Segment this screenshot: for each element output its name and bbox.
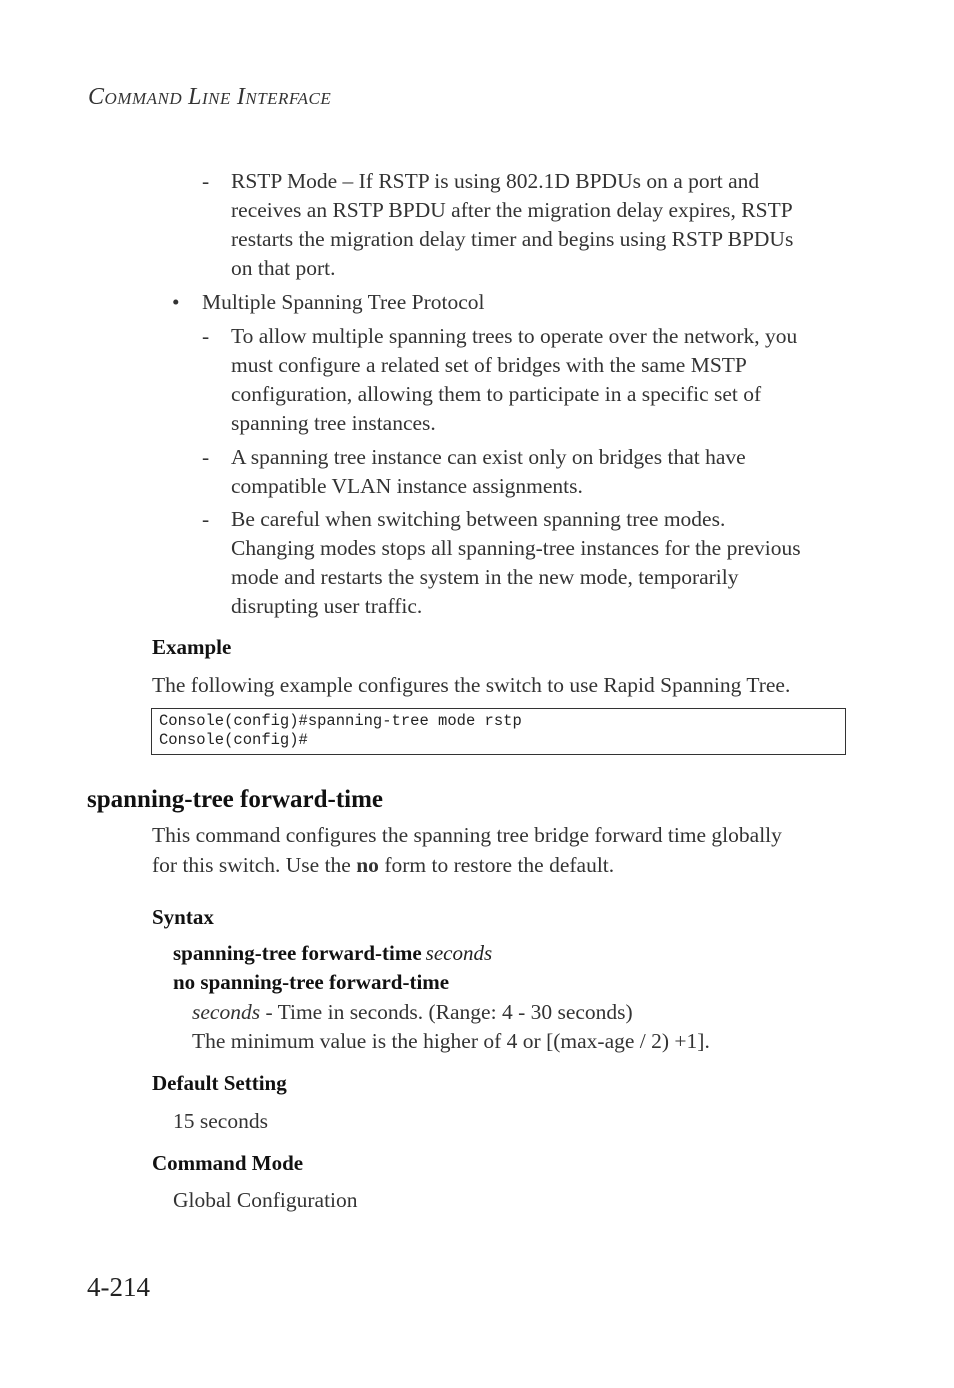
running-header xyxy=(88,84,331,111)
param-description xyxy=(192,998,633,1027)
text-line: disrupting user traffic. xyxy=(231,594,423,618)
syntax-param: seconds xyxy=(425,941,493,965)
header-initial-1: C xyxy=(88,84,105,110)
text-line: This command configures the spanning tree bridge forward time globally xyxy=(152,823,782,847)
text-run: for this switch. Use the xyxy=(152,853,357,877)
mstp-item-2 xyxy=(231,443,846,501)
text-line: restarts the migration delay timer and begins using RSTP BPDUs xyxy=(231,227,794,251)
syntax-heading: Syntax xyxy=(152,905,214,929)
header-initial-3: I xyxy=(236,84,246,110)
mstp-item-3 xyxy=(231,505,846,621)
code-line: Console(config)# xyxy=(159,731,308,749)
bullet-symbol: • xyxy=(172,290,180,314)
section-title: spanning-tree forward-time xyxy=(87,786,384,813)
syntax-line-2: no spanning-tree forward-time xyxy=(173,970,450,994)
param-name: seconds xyxy=(192,1000,261,1024)
mode-value: Global Configuration xyxy=(173,1188,358,1212)
rstp-mode-item xyxy=(231,167,846,283)
text-line: receives an RSTP BPDU after the migration delay expires, RSTP xyxy=(231,198,793,222)
list-dash: - xyxy=(202,445,210,469)
text-line: on that port. xyxy=(231,256,336,280)
text-line: Be careful when switching between spanning tree modes. xyxy=(231,507,726,531)
list-dash: - xyxy=(202,507,210,531)
mstp-item-1 xyxy=(231,322,846,438)
command-description xyxy=(152,821,852,880)
text-line: Changing modes stops all spanning-tree instances for the previous xyxy=(231,536,801,560)
list-dash: - xyxy=(202,169,210,193)
text-line xyxy=(152,851,852,880)
text-line: spanning tree instances. xyxy=(231,411,436,435)
mode-heading: Command Mode xyxy=(152,1151,304,1175)
code-block xyxy=(151,708,846,755)
list-dash: - xyxy=(202,324,210,348)
syntax-line-1 xyxy=(173,941,492,966)
text-line: A spanning tree instance can exist only on bridges that have xyxy=(231,445,746,469)
bullet-label: Multiple Spanning Tree Protocol xyxy=(202,290,485,314)
syntax-command: spanning-tree forward-time xyxy=(173,941,422,965)
header-initial-2: L xyxy=(188,84,202,110)
header-rest-2: INE xyxy=(201,89,231,108)
header-rest-3: NTERFACE xyxy=(245,89,332,108)
text-run: form to restore the default. xyxy=(378,853,615,877)
default-heading: Default Setting xyxy=(152,1071,287,1095)
no-keyword: no xyxy=(356,853,379,877)
default-value: 15 seconds xyxy=(173,1109,268,1133)
text-line: configuration, allowing them to participate in a specific set of xyxy=(231,382,762,406)
code-line: Console(config)#spanning-tree mode rstp xyxy=(159,712,522,730)
text-line: mode and restarts the system in the new mode, temporarily xyxy=(231,565,739,589)
param-desc: - Time in seconds. (Range: 4 - 30 seconds) xyxy=(260,1000,633,1024)
example-description: The following example configures the switch to use Rapid Spanning Tree. xyxy=(152,673,791,697)
text-line: RSTP Mode – If RSTP is using 802.1D BPDUs on a port and xyxy=(231,169,760,193)
header-rest-1: OMMAND xyxy=(104,89,183,108)
text-line: compatible VLAN instance assignments. xyxy=(231,474,583,498)
param-note: The minimum value is the higher of 4 or [(max-age / 2) +1]. xyxy=(192,1029,710,1053)
text-line: To allow multiple spanning trees to operate over the network, you xyxy=(231,324,798,348)
example-heading: Example xyxy=(152,635,232,659)
page-number: 4-214 xyxy=(87,1272,150,1302)
text-line: must configure a related set of bridges with the same MSTP xyxy=(231,353,747,377)
